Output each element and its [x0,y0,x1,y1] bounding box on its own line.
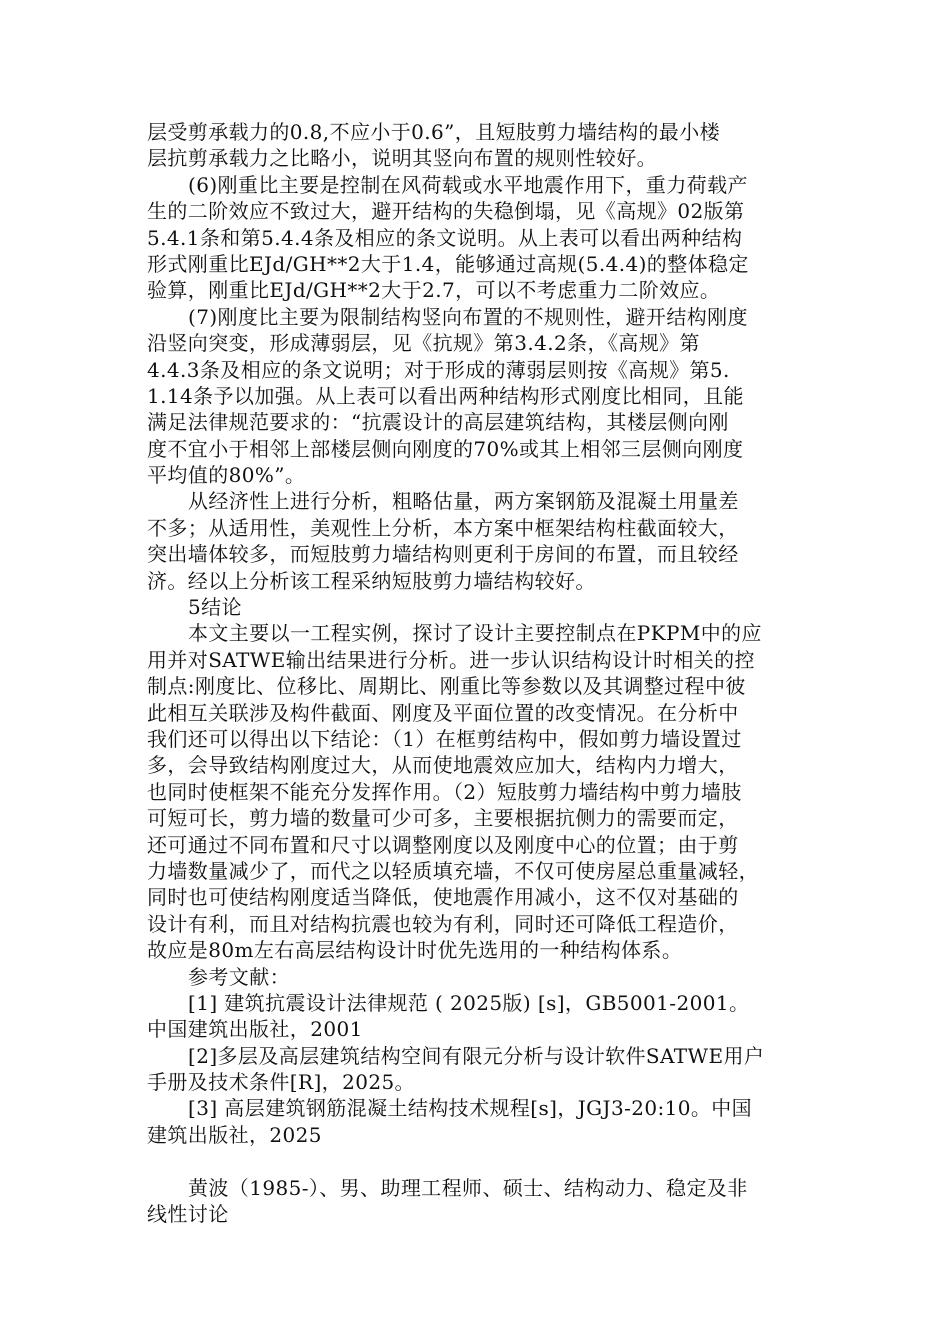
text-line: 同时也可使结构刚度适当降低，使地震作用减小，这不仅对基础的 [147,885,739,910]
text-line: 多，会导致结构刚度过大，从而使地震效应加大，结构内力增大， [147,753,739,778]
text-line: 层抗剪承载力之比略小，说明其竖向布置的规则性较好。 [147,146,657,171]
text-line: (7)刚度比主要为限制结构竖向布置的不规则性，避开结构刚度 [188,304,748,329]
text-line: 4.4.3条及相应的条文说明；对于形成的薄弱层则按《高规》第5. [147,357,730,382]
text-line: 本文主要以一工程实例，探讨了设计主要控制点在PKPM中的应 [188,621,762,646]
text-line: 设计有利，而且对结构抗震也较为有利，同时还可降低工程造价， [147,911,739,936]
text-line: 生的二阶效应不致过大，避开结构的失稳倒塌，见《高规》02版第 [147,199,745,224]
reference-item: 手册及技术条件[R]，2025。 [147,1070,415,1095]
reference-item: [3] 高层建筑钢筋混凝土结构技术规程[s]，JGJ3-20:10。中国 [188,1096,753,1121]
text-line: 济。经以上分析该工程采纳短肢剪力墙结构较好。 [147,568,596,593]
document-body [147,119,807,1227]
text-line: 验算，刚重比EJd/GH**2大于2.7，可以不考虑重力二阶效应。 [147,278,721,303]
text-line: 也同时使框架不能充分发挥作用。（2）短肢剪力墙结构中剪力墙肢 [147,779,742,804]
text-line: 度不宜小于相邻上部楼层侧向刚度的70%或其上相邻三层侧向刚度 [147,436,744,461]
text-line: 制点:刚度比、位移比、周期比、刚重比等参数以及其调整过程中彼 [147,674,746,699]
text-line: 平均值的80%”。 [147,463,306,488]
text-line: 用并对SATWE输出结果进行分析。进一步认识结构设计时相关的控 [147,647,755,672]
text-line: 不多；从适用性，美观性上分析，本方案中框架结构柱截面较大， [147,515,739,540]
text-line: 5.4.1条和第5.4.4条及相应的条文说明。从上表可以看出两种结构 [147,225,743,250]
text-line: 此相互关联涉及构件截面、刚度及平面位置的改变情况。在分析中 [147,700,739,725]
text-line: 我们还可以得出以下结论：（1）在框剪结构中，假如剪力墙设置过 [147,726,742,751]
text-line: 突出墙体较多，而短肢剪力墙结构则更利于房间的布置，而且较经 [147,542,739,567]
reference-item: [1] 建筑抗震设计法律规范 ( 2025版) [s]，GB5001-2001。 [188,990,750,1015]
text-line: 层受剪承载力的0.8,不应小于0.6”，且短肢剪力墙结构的最小楼 [147,120,720,144]
text-line: 可短可长，剪力墙的数量可少可多，主要根据抗侧力的需要而定， [147,806,739,831]
references-heading: 参考文献： [188,964,290,989]
text-line: 沿竖向突变，形成薄弱层，见《抗规》第3.4.2条，《高规》第 [147,331,700,356]
text-line: 故应是80m左右高层结构设计时优先选用的一种结构体系。 [147,938,683,963]
reference-item: 中国建筑出版社，2001 [147,1017,363,1042]
text-line: 还可通过不同布置和尺寸以调整刚度以及刚度中心的位置；由于剪 [147,832,739,857]
text-line: 满足法律规范要求的：“抗震设计的高层建筑结构，其楼层侧向刚 [147,410,729,435]
author-bio: 黄波（1985-）、男、助理工程师、硕士、结构动力、稳定及非 [188,1175,748,1200]
author-bio: 线性讨论 [147,1202,229,1227]
reference-item: 建筑出版社，2025 [147,1122,322,1147]
text-line: (6)刚重比主要是控制在风荷载或水平地震作用下，重力荷载产 [188,172,748,197]
text-line: 1.14条予以加强。从上表可以看出两种结构形式刚度比相同，且能 [147,383,744,408]
section-heading: 5结论 [188,595,242,620]
text-line: 力墙数量减少了，而代之以轻质填充墙，不仅可使房屋总重量减轻， [147,858,759,883]
reference-item: [2]多层及高层建筑结构空间有限元分析与设计软件SATWE用户 [188,1043,765,1068]
text-line: 从经济性上进行分析，粗略估量，两方案钢筋及混凝土用量差 [188,489,739,514]
text-line: 形式刚重比EJd/GH**2大于1.4，能够通过高规(5.4.4)的整体稳定 [147,251,749,276]
